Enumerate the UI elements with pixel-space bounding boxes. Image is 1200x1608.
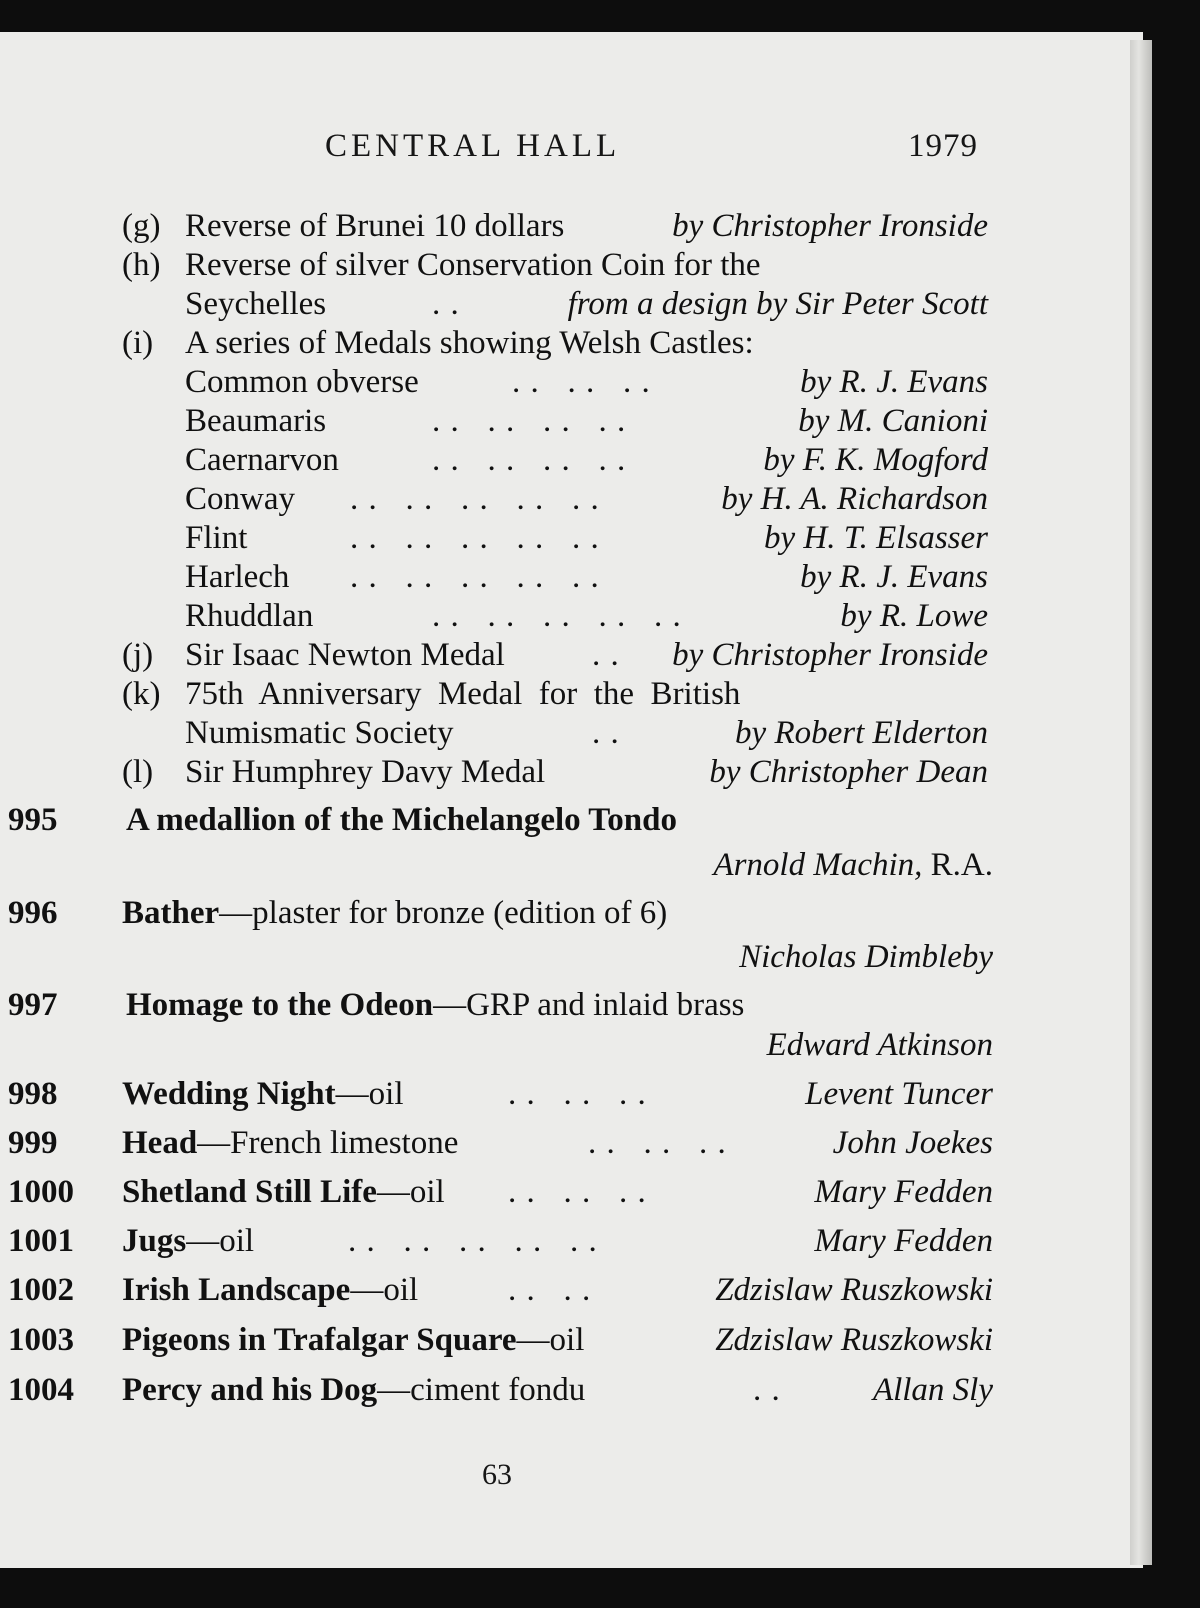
castle-beaumaris: Beaumaris . . . . . . . . by M. Canioni [185, 403, 988, 439]
sub-item-h-continued: Seychelles . . from a design by Sir Peter Scott [185, 286, 988, 322]
sub-item-k-continued: Numismatic Society . . by Robert Elderton [185, 715, 988, 751]
page-edge [1130, 40, 1152, 1565]
entry-1003: 1003 Pigeons in Trafalgar Square—oil Zdzislaw Ruszkowski [8, 1322, 993, 1358]
sub-item-i: (i) A series of Medals showing Welsh Castles: [122, 325, 754, 361]
entry-995: 995 A medallion of the Michelangelo Tondo [8, 802, 677, 838]
castle-common-obverse: Common obverse . . . . . . by R. J. Evans [185, 364, 988, 400]
sub-item-g: (g) Reverse of Brunei 10 dollars by Christopher Ironside [122, 208, 988, 244]
entry-995-artist: Arnold Machin, R.A. [713, 847, 993, 883]
entry-1000: 1000 Shetland Still Life—oil . . . . . . Mary Fedden [8, 1174, 993, 1210]
entry-998: 998 Wedding Night—oil . . . . . . Levent Tuncer [8, 1076, 993, 1112]
castle-rhuddlan: Rhuddlan . . . . . . . . . . by R. Lowe [185, 598, 988, 634]
sub-item-k: (k) 75th Anniversary Medal for the British [122, 676, 741, 712]
page-title: CENTRAL HALL [325, 128, 621, 164]
castle-flint: Flint . . . . . . . . . . by H. T. Elsasser [185, 520, 988, 556]
castle-caernarvon: Caernarvon . . . . . . . . by F. K. Mogford [185, 442, 988, 478]
entry-1001: 1001 Jugs—oil . . . . . . . . . . Mary Fedden [8, 1223, 993, 1259]
sub-item-j: (j) Sir Isaac Newton Medal . . by Christopher Ironside [122, 637, 988, 673]
entry-999: 999 Head—French limestone . . . . . . John Joekes [8, 1125, 993, 1161]
sub-item-h: (h) Reverse of silver Conservation Coin for the [122, 247, 761, 283]
entry-997: 997 Homage to the Odeon—GRP and inlaid brass [8, 987, 745, 1023]
entry-1004: 1004 Percy and his Dog—ciment fondu . . Allan Sly [8, 1372, 993, 1408]
entry-996: 996 Bather—plaster for bronze (edition of 6) [8, 895, 668, 931]
sub-item-l: (l) Sir Humphrey Davy Medal by Christopher Dean [122, 754, 988, 790]
page-year: 1979 [908, 128, 978, 164]
entry-996-artist: Nicholas Dimbleby [739, 939, 993, 975]
castle-conway: Conway . . . . . . . . . . by H. A. Richardson [185, 481, 988, 517]
castle-harlech: Harlech . . . . . . . . . . by R. J. Evans [185, 559, 988, 595]
page-number: 63 [482, 1458, 512, 1491]
entry-997-artist: Edward Atkinson [766, 1027, 993, 1063]
entry-1002: 1002 Irish Landscape—oil . . . . Zdzislaw Ruszkowski [8, 1272, 993, 1308]
